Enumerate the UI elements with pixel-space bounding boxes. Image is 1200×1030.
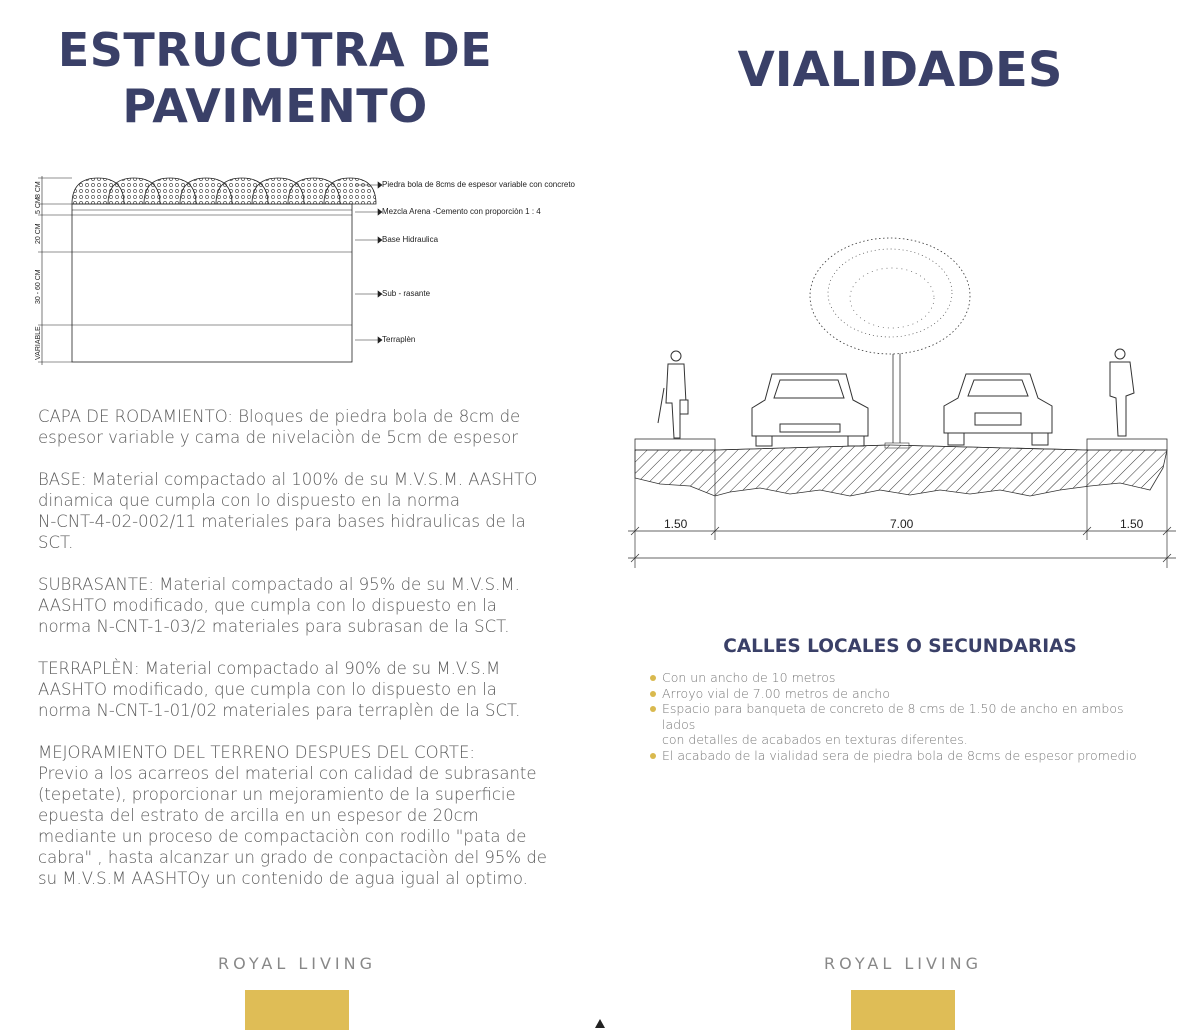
list-item: Con un ancho de 10 metros — [650, 670, 1150, 686]
car-front-icon — [752, 374, 868, 446]
list-item: Arroyo vial de 7.00 metros de ancho — [650, 686, 1150, 702]
bullet-dot-icon — [650, 675, 656, 681]
pedestrian-left-icon — [658, 351, 688, 438]
list-item: Espacio para banqueta de concreto de 8 cms de 1.50 de ancho en ambos lados con detalles de acabados en texturas diferentes. — [650, 701, 1150, 748]
road-subtitle: CALLES LOCALES O SECUNDARIAS — [723, 636, 1077, 657]
pedestrian-right-icon — [1110, 349, 1134, 436]
gold-bar-right — [851, 990, 955, 1030]
spec-mejoramiento: MEJORAMIENTO DEL TERRENO DESPUES DEL CORTE: Previo a los acarreos del material con calidad de subrasante (tepetate), proporcionar un mejoramiento de la superficie epuesta del estrato de arcilla en un espesor de 20cm mediante un proceso de compactaciòn con rodillo "pata de cabra" , hasta alcanzar un grado de conpactaciòn del 95% de su M.V.S.M AASHTOy un contenido de agua igual al optimo. — [38, 743, 547, 888]
pavement-layers-diagram — [30, 170, 590, 370]
spec-rodamiento: CAPA DE RODAMIENTO: Bloques de piedra bola de 8cm de espesor variable y cama de nivelaciòn de 5cm de espesor — [38, 407, 521, 447]
stone-row — [72, 178, 376, 204]
pavement-title — [40, 22, 510, 134]
roads-title: VIALIDADES — [737, 42, 1063, 98]
layer-label-stone: Piedra bola de 8cms de espesor variable con concreto — [382, 180, 575, 189]
bullet-dot-icon — [650, 753, 656, 759]
road-section-diagram — [620, 228, 1190, 573]
dim-8cm: 8 CM — [35, 181, 42, 198]
brand-royal-living-left: ROYAL LIVING — [218, 954, 376, 973]
car-rear-icon — [944, 374, 1052, 445]
spec-base: BASE: Material compactado al 100% de su M.V.S.M. AASHTO dinamica que cumpla con lo dispuesto en la norma N-CNT-4-02-002/11 materiales para bases hidraulicas de la SCT. — [38, 470, 538, 552]
dim-sidewalk-left: 1.50 — [664, 517, 688, 531]
layer-label-base: Base Hidraulica — [382, 235, 439, 244]
specs-text — [38, 406, 548, 910]
gold-bar-left — [245, 990, 349, 1030]
list-item: El acabado de la vialidad sera de piedra bola de 8cms de espesor promedio — [650, 748, 1150, 764]
brand-royal-living-right: ROYAL LIVING — [824, 954, 982, 973]
dim-sidewalk-right: 1.50 — [1120, 517, 1144, 531]
dim-20cm: 20 CM — [35, 223, 42, 244]
bullet-dot-icon — [650, 691, 656, 697]
center-arrow-icon — [595, 1019, 605, 1028]
road-features-list — [650, 670, 1150, 763]
dim-5cm: 5 CM — [35, 197, 42, 214]
pavement-title-line1: ESTRUCUTRA DE — [57, 23, 493, 77]
spec-subrasante: SUBRASANTE: Material compactado al 95% de su M.V.S.M. AASHTO modificado, que cumpla con lo dispuesto en la norma N-CNT-1-03/2 materiales para subrasan de la SCT. — [38, 575, 520, 636]
dim-variable: VARIABLE — [35, 326, 42, 360]
layer-label-mix: Mezcla Arena -Cemento con proporciòn 1 : 4 — [382, 207, 541, 216]
pavement-title-line2: PAVIMENTO — [122, 79, 428, 133]
layer-label-subgrade: Sub - rasante — [382, 289, 431, 298]
bullet-dot-icon — [650, 706, 656, 712]
spec-terraplen: TERRAPLÈN: Material compactado al 90% de su M.V.S.M AASHTO modificado, que cumpla con lo dispuesto en la norma N-CNT-1-01/02 materiales para terraplèn de la SCT. — [38, 659, 521, 720]
layer-label-embankment: Terraplèn — [382, 335, 416, 344]
dim-30-60cm: 30 - 60 CM — [35, 269, 42, 304]
dim-roadway: 7.00 — [890, 517, 914, 531]
